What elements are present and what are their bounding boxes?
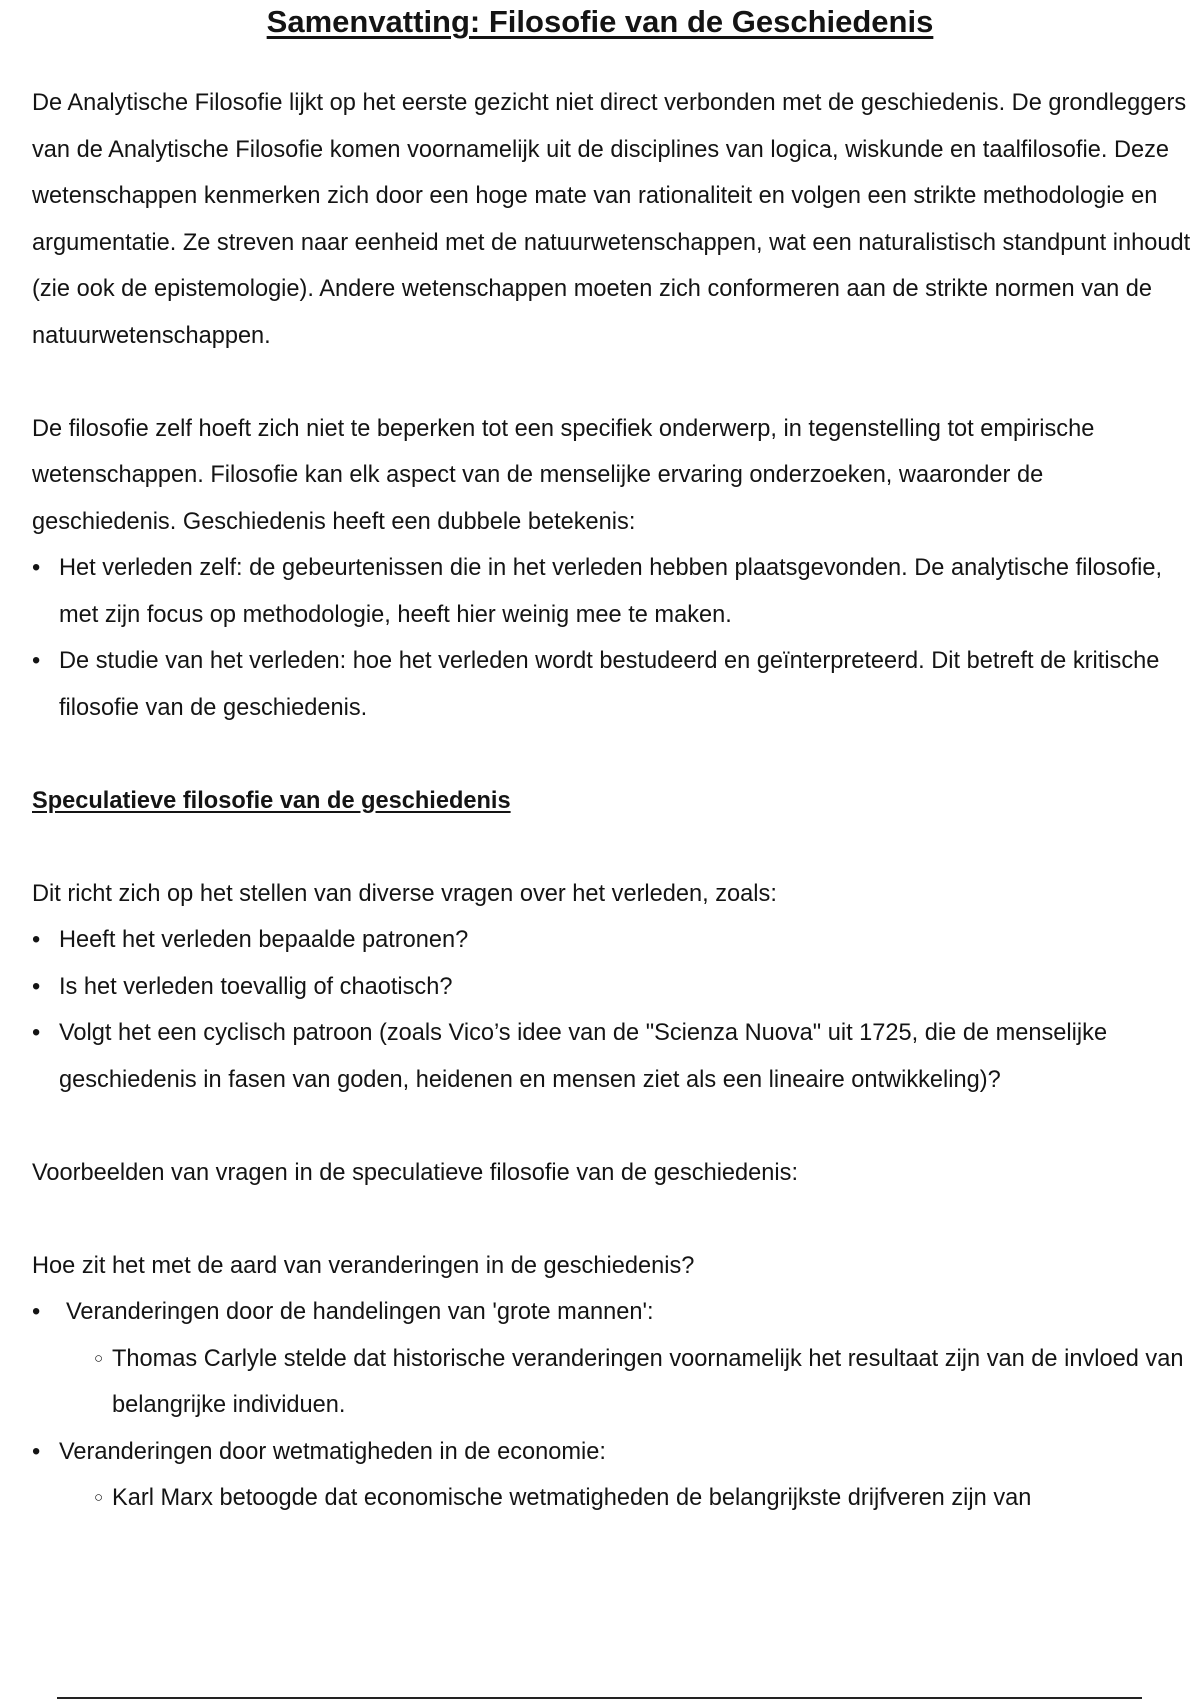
- page-title: Samenvatting: Filosofie van de Geschiedenis: [266, 4, 934, 39]
- sub-list-item-text: Thomas Carlyle stelde dat historische veranderingen voornamelijk het resultaat zijn van de invloed van belangrijke individuen.: [112, 1345, 1184, 1418]
- section-intro: Dit richt zich op het stellen van diverse vragen over het verleden, zoals:: [32, 880, 777, 907]
- paragraph-spacer: [32, 359, 1192, 406]
- section-heading: Speculatieve filosofie van de geschiedenis: [32, 787, 511, 814]
- bullet-icon: •: [32, 1020, 41, 1046]
- intro-paragraph: De Analytische Filosofie lijkt op het eerste gezicht niet direct verbonden met de geschiedenis. De grondleggers van de Analytische Filosofie komen voornamelijk uit de disciplines van logica, wiskunde en taalfilosofie. Deze wetenschappen kenmerken zich door een hoge mate van rationaliteit en volgen een strikte methodologie en argumentatie. Ze streven naar eenheid met de natuurwetenschappen, wat een naturalistisch standpunt inhoudt (zie ook de epistemologie). Andere wetenschappen moeten zich conformeren aan de strikte normen van de natuurwetenschappen.: [32, 90, 1191, 349]
- list-item: [32, 545, 1192, 638]
- list-item-text: Veranderingen door de handelingen van 'grote mannen':: [66, 1299, 654, 1325]
- circle-bullet-icon: ○: [94, 1489, 104, 1506]
- sub-list-item-text: Karl Marx betoogde dat economische wetmatigheden de belangrijkste drijfveren zijn van: [112, 1485, 1032, 1511]
- list-item-text: Het verleden zelf: de gebeurtenissen die in het verleden hebben plaatsgevonden. De analytische filosofie, met zijn focus op methodologie, heeft hier weinig mee te maken.: [59, 555, 1163, 628]
- sub-list-item: [32, 1475, 1192, 1522]
- sub-list-item: [32, 1336, 1192, 1429]
- list-item: [32, 1010, 1192, 1103]
- list-item-text: Volgt het een cyclisch patroon (zoals Vico’s idee van de "Scienza Nuova" uit 1725, die de menselijke geschiedenis in fasen van goden, heidenen en mensen ziet als een lineaire ontwikkeling)?: [59, 1020, 1108, 1093]
- change-question: Hoe zit het met de aard van veranderingen in de geschiedenis?: [32, 1252, 695, 1279]
- document-body: [32, 80, 1192, 1522]
- paragraph-spacer: [32, 1103, 1192, 1150]
- bullet-icon: •: [32, 555, 41, 581]
- list-item: [32, 917, 1192, 964]
- list-item: [32, 1429, 1192, 1476]
- bullet-icon: •: [32, 1299, 41, 1325]
- bullet-icon: •: [32, 927, 41, 953]
- list-item-text: Is het verleden toevallig of chaotisch?: [59, 973, 453, 1000]
- list-item-text: Veranderingen door wetmatigheden in de economie:: [59, 1438, 606, 1465]
- examples-intro: Voorbeelden van vragen in de speculatieve filosofie van de geschiedenis:: [32, 1159, 799, 1186]
- history-paragraph: De filosofie zelf hoeft zich niet te beperken tot een specifiek onderwerp, in tegenstelling tot empirische wetenschappen. Filosofie kan elk aspect van de menselijke ervaring onderzoeken, waaronder de geschiedenis. Geschiedenis heeft een dubbele betekenis:: [32, 415, 1095, 535]
- list-item-text: Heeft het verleden bepaalde patronen?: [59, 927, 469, 953]
- bullet-icon: •: [32, 973, 41, 1000]
- paragraph-spacer: [32, 1196, 1192, 1243]
- paragraph-spacer: [32, 824, 1192, 871]
- footer-divider: [57, 1697, 1142, 1699]
- bullet-icon: •: [32, 648, 41, 674]
- circle-bullet-icon: ○: [94, 1349, 104, 1367]
- paragraph-spacer: [32, 731, 1192, 778]
- bullet-icon: •: [32, 1438, 41, 1465]
- list-item-text: De studie van het verleden: hoe het verleden wordt bestudeerd en geïnterpreteerd. Dit betreft de kritische filosofie van de geschiedenis.: [59, 648, 1160, 721]
- list-item: [32, 638, 1192, 731]
- list-item: [32, 964, 1192, 1011]
- list-item: [32, 1289, 1192, 1336]
